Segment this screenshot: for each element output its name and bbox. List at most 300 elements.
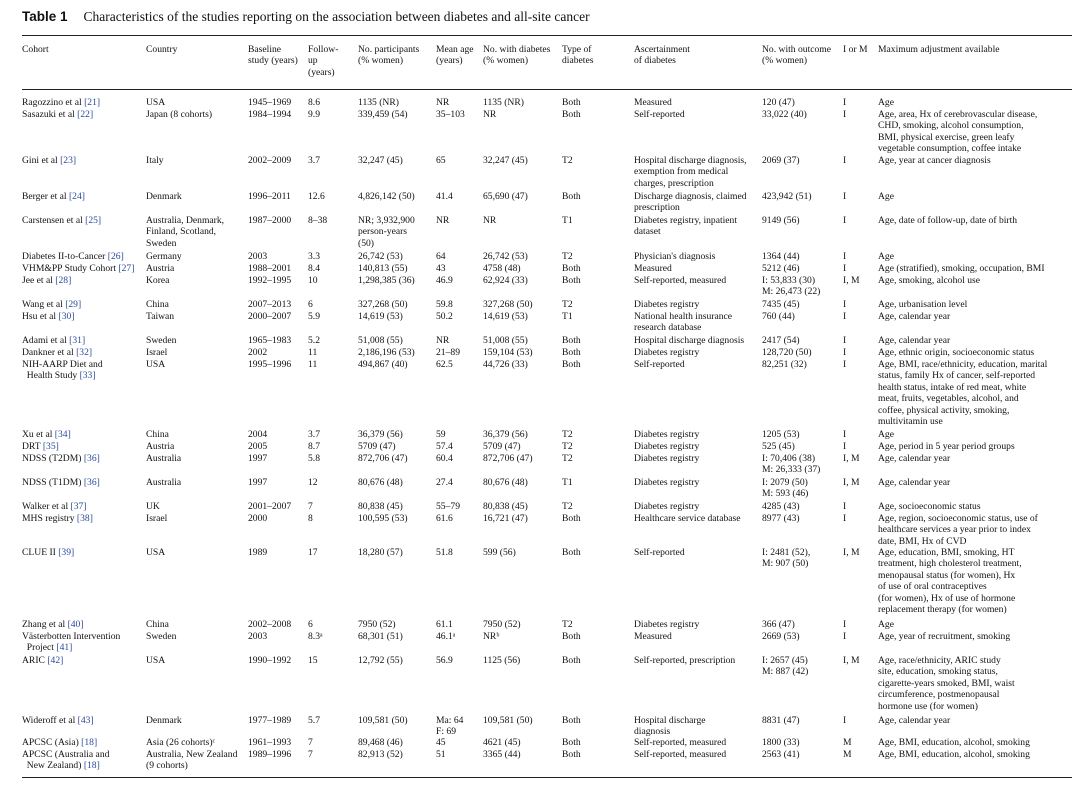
cell-diabetes: 599 (56) <box>483 547 516 558</box>
cell-followup: 6 <box>308 619 313 630</box>
cell-outcome: 5212 (46) <box>762 263 800 274</box>
cell-cohort <box>22 655 63 666</box>
cell-baseline: 2003 <box>248 631 268 642</box>
cell-baseline: 1997 <box>248 453 268 464</box>
cell-type: Both <box>562 347 581 358</box>
cell-type: T1 <box>562 311 573 322</box>
cell-participants: 14,619 (53) <box>358 311 403 322</box>
cell-participants: 1,298,385 (36) <box>358 275 415 286</box>
cell-outcome: 525 (45) <box>762 441 795 452</box>
cell-baseline: 2001–2007 <box>248 501 292 512</box>
cell-cohort <box>22 359 103 382</box>
reference-link[interactable]: [18] <box>83 760 100 772</box>
cohort-name: Wang et al <box>22 299 66 310</box>
cell-ioM: I, M <box>843 547 860 558</box>
cell-type: Both <box>562 97 581 108</box>
cell-followup: 8.7 <box>308 441 320 452</box>
reference-link[interactable]: [42] <box>47 655 64 666</box>
cell-adjustment: Age, calendar year <box>878 335 951 346</box>
cell-adjustment: Age, calendar year <box>878 477 951 488</box>
cell-country: Taiwan <box>146 311 175 322</box>
cell-baseline: 1987–2000 <box>248 215 292 226</box>
cell-followup: 3.3 <box>308 251 320 262</box>
cell-outcome: 1800 (33) <box>762 737 800 748</box>
cohort-name: NIH-AARP Diet and Health Study <box>22 359 103 382</box>
cell-adjustment: Age, calendar year <box>878 453 951 464</box>
header-cohort: Cohort <box>22 44 49 55</box>
cell-ascertainment: Hospital discharge diagnosis <box>634 335 745 346</box>
cell-ascertainment: Measured <box>634 631 672 642</box>
cell-followup: 8.4 <box>308 263 320 274</box>
cell-baseline: 1984–1994 <box>248 109 292 120</box>
cell-ioM: I <box>843 429 847 440</box>
cell-diabetes: 159,104 (53) <box>483 347 533 358</box>
cell-outcome: 120 (47) <box>762 97 795 108</box>
cell-participants: 872,706 (47) <box>358 453 408 464</box>
cell-participants: 89,468 (46) <box>358 737 403 748</box>
cell-cohort <box>22 275 71 286</box>
header-no-with-outcome: No. with outcome (% women) <box>762 44 832 67</box>
cell-type: T2 <box>562 453 573 464</box>
reference-link[interactable]: [43] <box>77 715 94 726</box>
cell-country: USA <box>146 359 166 370</box>
cell-baseline: 1988–2001 <box>248 263 292 274</box>
cell-outcome: 366 (47) <box>762 619 795 630</box>
cell-baseline: 2002–2009 <box>248 155 292 166</box>
cell-country: China <box>146 299 169 310</box>
cohort-name: VHM&PP Study Cohort <box>22 263 119 274</box>
cell-baseline: 1996–2011 <box>248 191 291 202</box>
reference-link[interactable]: [28] <box>55 275 72 286</box>
cell-ascertainment: Measured <box>634 263 672 274</box>
cell-followup: 11 <box>308 347 318 358</box>
cohort-name: Hsu et al <box>22 311 59 322</box>
cell-baseline: 1989 <box>248 547 268 558</box>
cell-followup: 5.7 <box>308 715 320 726</box>
cell-cohort <box>22 619 84 630</box>
cohort-name: Sasazuki et al <box>22 109 78 120</box>
cell-type: Both <box>562 715 581 726</box>
cell-adjustment: Age, calendar year <box>878 715 951 726</box>
cell-adjustment: Age (stratified), smoking, occupation, BMI <box>878 263 1045 274</box>
reference-link[interactable]: [32] <box>76 347 93 358</box>
cell-country: Australia, Denmark, Finland, Scotland, Sweden <box>146 215 225 249</box>
cell-followup: 7 <box>308 501 313 512</box>
cell-diabetes: NR <box>483 215 497 226</box>
cell-country: Italy <box>146 155 164 166</box>
cell-cohort <box>22 513 93 524</box>
cohort-name: Wideroff et al <box>22 715 78 726</box>
cell-age: 43 <box>436 263 446 274</box>
cell-diabetes: 44,726 (33) <box>483 359 528 370</box>
table-label: Table 1 <box>22 9 68 24</box>
cell-diabetes: 109,581 (50) <box>483 715 533 726</box>
cell-cohort <box>22 335 85 346</box>
cell-ioM: I <box>843 191 847 202</box>
cell-adjustment: Age, date of follow-up, date of birth <box>878 215 1018 226</box>
header-country: Country <box>146 44 178 55</box>
cell-outcome: 128,720 (50) <box>762 347 812 358</box>
reference-link[interactable]: [38] <box>76 513 93 524</box>
cell-ascertainment: Self-reported, measured <box>634 275 727 286</box>
cell-baseline: 2003 <box>248 251 268 262</box>
cell-followup: 8–38 <box>308 215 328 226</box>
cell-cohort <box>22 299 81 310</box>
cohort-name: NDSS (T1DM) <box>22 477 84 488</box>
cell-outcome: 8831 (47) <box>762 715 800 726</box>
cohort-name: APCSC (Australia and New Zealand) <box>22 749 110 772</box>
cell-diabetes: 16,721 (47) <box>483 513 528 524</box>
cell-cohort <box>22 155 76 166</box>
cell-outcome: 2069 (37) <box>762 155 800 166</box>
cell-adjustment: Age <box>878 619 894 630</box>
cell-adjustment: Age, BMI, education, alcohol, smoking <box>878 749 1030 760</box>
cell-ioM: I <box>843 251 847 262</box>
cell-ioM: I <box>843 501 847 512</box>
cell-diabetes: 872,706 (47) <box>483 453 533 464</box>
cell-ioM: I, M <box>843 477 860 488</box>
cell-baseline: 2000–2007 <box>248 311 292 322</box>
reference-link[interactable]: [26] <box>107 251 124 262</box>
cell-type: Both <box>562 263 581 274</box>
cell-participants: NR; 3,932,900 person-years (50) <box>358 215 415 249</box>
cell-country: Japan (8 cohorts) <box>146 109 213 120</box>
cell-ascertainment: National health insurance research database <box>634 311 733 334</box>
cell-age: 61.1 <box>436 619 453 630</box>
cell-country: Israel <box>146 347 168 358</box>
cell-baseline: 1961–1993 <box>248 737 292 748</box>
cell-type: Both <box>562 359 581 370</box>
cell-adjustment: Age <box>878 251 894 262</box>
cell-outcome: I: 70,406 (38) M: 26,333 (37) <box>762 453 821 476</box>
header-no-with-diabetes: No. with diabetes (% women) <box>483 44 551 67</box>
reference-link[interactable]: [29] <box>65 299 82 310</box>
cell-followup: 3.7 <box>308 429 320 440</box>
cell-adjustment: Age, BMI, race/ethnicity, education, marital status, family Hx of cancer, self-reported health status, intake of red meat, white meat, fruits, vegetables, alcohol, and coffee, physical activity, smoking, multivitamin use <box>878 359 1048 428</box>
reference-link[interactable]: [30] <box>58 311 75 322</box>
cohort-name: DRT <box>22 441 43 452</box>
cell-baseline: 1977–1989 <box>248 715 292 726</box>
cell-outcome: 2563 (41) <box>762 749 800 760</box>
cell-outcome: 760 (44) <box>762 311 795 322</box>
reference-link[interactable]: [37] <box>70 501 87 512</box>
cell-diabetes: 4621 (45) <box>483 737 521 748</box>
cell-type: Both <box>562 191 581 202</box>
cell-ascertainment: Diabetes registry <box>634 441 700 452</box>
cell-adjustment: Age, education, BMI, smoking, HT treatment, high cholesterol treatment, menopausal status (for women), Hx of use of oral contraceptives (for women), Hx of use of hormone replacement therapy (for women) <box>878 547 1022 616</box>
cell-age: NR <box>436 335 450 346</box>
cell-country: Asia (26 cohorts)ᶜ <box>146 737 216 748</box>
cell-ascertainment: Hospital discharge diagnosis, exemption from medical charges, prescription <box>634 155 747 189</box>
cell-age: 59 <box>436 429 446 440</box>
cell-ascertainment: Diabetes registry <box>634 429 700 440</box>
cell-baseline: 2002–2008 <box>248 619 292 630</box>
cohort-name: Xu et al <box>22 429 55 440</box>
cell-cohort <box>22 477 100 488</box>
cell-followup: 6 <box>308 299 313 310</box>
cell-country: Sweden <box>146 631 177 642</box>
cell-followup: 5.2 <box>308 335 320 346</box>
cell-baseline: 2002 <box>248 347 268 358</box>
cell-country: USA <box>146 655 166 666</box>
cell-adjustment: Age, urbanisation level <box>878 299 968 310</box>
cell-country: USA <box>146 97 166 108</box>
cell-country: China <box>146 429 169 440</box>
cell-ioM: M <box>843 737 852 748</box>
reference-link[interactable]: [40] <box>67 619 84 630</box>
reference-link[interactable]: [35] <box>42 441 59 452</box>
cell-ascertainment: Diabetes registry, inpatient dataset <box>634 215 738 238</box>
cohort-name: Zhang et al <box>22 619 68 630</box>
cell-ioM: M <box>843 749 852 760</box>
cell-ascertainment: Self-reported <box>634 547 685 558</box>
cell-outcome: 82,251 (32) <box>762 359 807 370</box>
cell-diabetes: 4758 (48) <box>483 263 521 274</box>
cell-diabetes: 51,008 (55) <box>483 335 528 346</box>
cell-followup: 17 <box>308 547 318 558</box>
cell-ascertainment: Self-reported, prescription <box>634 655 736 666</box>
cell-adjustment: Age <box>878 97 894 108</box>
cell-age: 62.5 <box>436 359 453 370</box>
cell-cohort <box>22 453 100 464</box>
header-rule <box>22 89 1072 90</box>
cell-participants: 7950 (52) <box>358 619 396 630</box>
cell-country: Israel <box>146 513 168 524</box>
cell-participants: 51,008 (55) <box>358 335 403 346</box>
cell-ioM: I <box>843 441 847 452</box>
table-caption <box>22 9 590 25</box>
cell-type: T2 <box>562 501 573 512</box>
cell-ioM: I <box>843 715 847 726</box>
cell-cohort <box>22 547 74 558</box>
cell-outcome: 1205 (53) <box>762 429 800 440</box>
cell-cohort <box>22 715 94 726</box>
reference-link[interactable]: [39] <box>58 547 75 558</box>
cell-participants: 36,379 (56) <box>358 429 403 440</box>
cell-adjustment: Age, region, socioeconomic status, use of healthcare services a year prior to index date, BMI, Hx of CVD <box>878 513 1038 547</box>
cell-followup: 10 <box>308 275 318 286</box>
reference-link[interactable]: [41] <box>56 642 73 654</box>
cell-participants: 18,280 (57) <box>358 547 403 558</box>
cell-cohort <box>22 749 109 772</box>
cell-participants: 494,867 (40) <box>358 359 408 370</box>
cell-ascertainment: Physician's diagnosis <box>634 251 716 262</box>
cell-participants: 80,838 (45) <box>358 501 403 512</box>
cell-age: 45 <box>436 737 446 748</box>
cell-cohort <box>22 737 97 748</box>
cell-baseline: 1995–1996 <box>248 359 292 370</box>
cell-type: T2 <box>562 619 573 630</box>
cell-ioM: I <box>843 335 847 346</box>
cohort-name: MHS registry <box>22 513 77 524</box>
cell-followup: 3.7 <box>308 155 320 166</box>
cell-outcome: 2417 (54) <box>762 335 800 346</box>
cell-participants: 82,913 (52) <box>358 749 403 760</box>
cell-baseline: 2007–2013 <box>248 299 292 310</box>
cell-adjustment: Age, period in 5 year period groups <box>878 441 1015 452</box>
cell-adjustment: Age <box>878 429 894 440</box>
cell-age: 51.8 <box>436 547 453 558</box>
cell-followup: 5.8 <box>308 453 320 464</box>
header-baseline: Baseline study (years) <box>248 44 298 67</box>
bottom-rule <box>22 777 1072 778</box>
cell-type: Both <box>562 513 581 524</box>
cell-type: Both <box>562 335 581 346</box>
cell-ioM: I, M <box>843 453 860 464</box>
cell-outcome: 4285 (43) <box>762 501 800 512</box>
reference-link[interactable]: [33] <box>79 370 96 382</box>
top-rule <box>22 35 1072 36</box>
cell-age: 41.4 <box>436 191 453 202</box>
cell-cohort <box>22 109 93 120</box>
cell-baseline: 2005 <box>248 441 268 452</box>
cell-participants: 5709 (47) <box>358 441 396 452</box>
reference-link[interactable]: [25] <box>85 215 102 226</box>
table-title: Characteristics of the studies reporting on the association between diabetes and all-site cancer <box>83 9 590 24</box>
cell-ioM: I <box>843 215 847 226</box>
cell-ascertainment: Diabetes registry <box>634 453 700 464</box>
cell-outcome: 33,022 (40) <box>762 109 807 120</box>
cell-ascertainment: Diabetes registry <box>634 619 700 630</box>
reference-link[interactable]: [36] <box>83 477 100 488</box>
cell-country: Australia, New Zealand (9 cohorts) <box>146 749 238 772</box>
cell-type: T1 <box>562 215 573 226</box>
cell-followup: 8.3ᵃ <box>308 631 323 642</box>
cohort-name: CLUE II <box>22 547 59 558</box>
cell-age: NR <box>436 97 450 108</box>
cell-outcome: I: 2481 (52), M: 907 (50) <box>762 547 811 570</box>
cell-followup: 12.6 <box>308 191 325 202</box>
cell-ascertainment: Diabetes registry <box>634 347 700 358</box>
cell-followup: 11 <box>308 359 318 370</box>
cell-ioM: I <box>843 97 847 108</box>
cell-diabetes: 80,676 (48) <box>483 477 528 488</box>
cell-age: 65 <box>436 155 446 166</box>
cell-type: T2 <box>562 441 573 452</box>
cell-country: Denmark <box>146 191 182 202</box>
cell-followup: 12 <box>308 477 318 488</box>
cell-ioM: I, M <box>843 275 860 286</box>
cohort-name: Jee et al <box>22 275 56 286</box>
reference-link[interactable]: [31] <box>69 335 86 346</box>
cell-type: T2 <box>562 155 573 166</box>
cell-age: Ma: 64 F: 69 <box>436 715 464 738</box>
header-participants: No. participants (% women) <box>358 44 420 67</box>
cell-participants: 12,792 (55) <box>358 655 403 666</box>
cell-followup: 15 <box>308 655 318 666</box>
cell-diabetes: 7950 (52) <box>483 619 521 630</box>
cell-baseline: 1990–1992 <box>248 655 292 666</box>
cohort-name: Västerbotten Intervention Project <box>22 631 121 654</box>
cell-ioM: I <box>843 347 847 358</box>
reference-link[interactable]: [24] <box>68 191 85 202</box>
cell-participants: 80,676 (48) <box>358 477 403 488</box>
cell-adjustment: Age, socioeconomic status <box>878 501 981 512</box>
cell-ascertainment: Self-reported <box>634 359 685 370</box>
cell-type: Both <box>562 275 581 286</box>
cell-age: 50.2 <box>436 311 453 322</box>
cell-participants: 26,742 (53) <box>358 251 403 262</box>
cell-country: Australia <box>146 477 182 488</box>
cell-participants: 100,595 (53) <box>358 513 408 524</box>
cell-age: 60.4 <box>436 453 453 464</box>
cohort-name: NDSS (T2DM) <box>22 453 84 464</box>
cell-diabetes: 1135 (NR) <box>483 97 524 108</box>
cell-type: T2 <box>562 251 573 262</box>
cell-country: Austria <box>146 441 175 452</box>
cell-country: Korea <box>146 275 170 286</box>
cohort-name: ARIC <box>22 655 48 666</box>
cell-country: Denmark <box>146 715 182 726</box>
cell-cohort <box>22 441 59 452</box>
cell-cohort <box>22 347 92 358</box>
cell-country: USA <box>146 547 166 558</box>
cell-ioM: I <box>843 619 847 630</box>
cell-cohort <box>22 191 85 202</box>
cell-country: UK <box>146 501 160 512</box>
cell-cohort <box>22 251 124 262</box>
reference-link[interactable]: [34] <box>54 429 71 440</box>
header-ascertainment: Ascertainment of diabetes <box>634 44 690 67</box>
cell-outcome: I: 2657 (45) M: 887 (42) <box>762 655 809 678</box>
cell-participants: 32,247 (45) <box>358 155 403 166</box>
cell-participants: 339,459 (54) <box>358 109 408 120</box>
cell-age: 56.9 <box>436 655 453 666</box>
cell-adjustment: Age <box>878 191 894 202</box>
cohort-name: Ragozzino et al <box>22 97 85 108</box>
cell-adjustment: Age, ethnic origin, socioeconomic status <box>878 347 1035 358</box>
reference-link[interactable]: [27] <box>118 263 135 274</box>
cell-baseline: 1989–1996 <box>248 749 292 760</box>
cell-country: Australia <box>146 453 182 464</box>
cell-followup: 9.9 <box>308 109 320 120</box>
cell-followup: 5.9 <box>308 311 320 322</box>
reference-link[interactable]: [23] <box>60 155 77 166</box>
cell-ascertainment: Measured <box>634 97 672 108</box>
cell-followup: 7 <box>308 737 313 748</box>
cell-adjustment: Age, BMI, education, alcohol, smoking <box>878 737 1030 748</box>
cell-age: 51 <box>436 749 446 760</box>
cell-age: 57.4 <box>436 441 453 452</box>
cell-country: Germany <box>146 251 182 262</box>
cell-type: Both <box>562 547 581 558</box>
cell-adjustment: Age, area, Hx of cerebrovascular disease, CHD, smoking, alcohol consumption, BMI, physical exercise, green leafy vegetable consumption, coffee intake <box>878 109 1038 155</box>
cell-outcome: 1364 (44) <box>762 251 800 262</box>
cell-diabetes: 14,619 (53) <box>483 311 528 322</box>
cell-adjustment: Age, smoking, alcohol use <box>878 275 981 286</box>
reference-link[interactable]: [21] <box>84 97 101 108</box>
cell-cohort <box>22 501 87 512</box>
cell-adjustment: Age, calendar year <box>878 311 951 322</box>
cell-type: Both <box>562 749 581 760</box>
cell-diabetes: 327,268 (50) <box>483 299 533 310</box>
cell-baseline: 1992–1995 <box>248 275 292 286</box>
reference-link[interactable]: [36] <box>83 453 100 464</box>
cell-baseline: 1997 <box>248 477 268 488</box>
cohort-name: Diabetes II-to-Cancer <box>22 251 108 262</box>
cell-ascertainment: Self-reported <box>634 109 685 120</box>
cell-age: 55–79 <box>436 501 460 512</box>
cell-ioM: I <box>843 263 847 274</box>
cell-adjustment: Age, race/ethnicity, ARIC study site, education, smoking status, cigarette-years smoked, BMI, waist circumference, postmenopausal hormone use (for women) <box>878 655 1015 712</box>
reference-link[interactable]: [18] <box>81 737 98 748</box>
cohort-name: Adami et al <box>22 335 70 346</box>
cohort-name: APCSC (Asia) <box>22 737 82 748</box>
cell-type: T2 <box>562 429 573 440</box>
reference-link[interactable]: [22] <box>77 109 94 120</box>
header-mean-age: Mean age (years) <box>436 44 474 67</box>
header-followup: Follow- up (years) <box>308 44 339 78</box>
